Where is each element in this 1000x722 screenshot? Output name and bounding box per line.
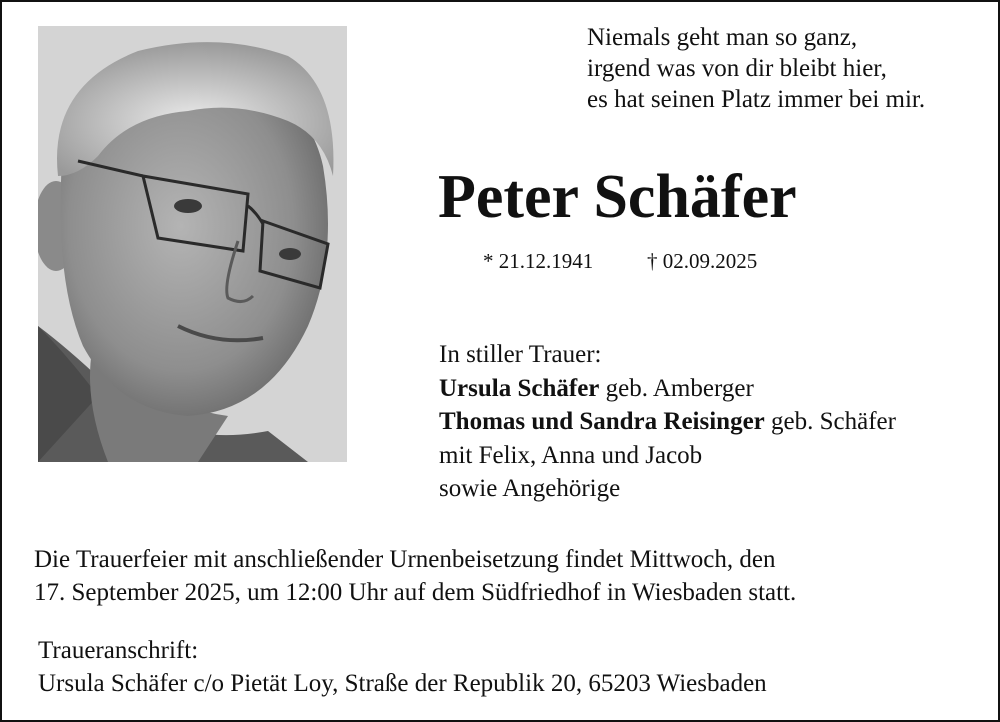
poem-line: es hat seinen Platz immer bei mir.	[587, 86, 926, 113]
poem-line: irgend was von dir bleibt hier,	[587, 55, 887, 82]
portrait-image	[38, 26, 347, 462]
poem-line: Niemals geht man so ganz,	[587, 24, 858, 51]
mourner-line: sowie Angehörige	[439, 475, 621, 502]
mourner-line	[439, 405, 896, 439]
mourners-intro: In stiller Trauer:	[439, 341, 602, 368]
mourner-line	[439, 372, 896, 406]
portrait-photo	[38, 26, 347, 462]
poem	[587, 22, 925, 115]
mourning-address	[38, 634, 767, 700]
birth-date: * 21.12.1941	[483, 249, 594, 273]
deceased-name: Peter Schäfer	[438, 163, 797, 231]
mourner-suffix: geb. Amberger	[599, 374, 754, 402]
address-label: Traueranschrift:	[38, 637, 199, 664]
mourner-line: mit Felix, Anna und Jacob	[439, 441, 703, 469]
ceremony-line: 17. September 2025, um 12:00 Uhr auf dem Südfriedhof in Wiesbaden statt.	[34, 579, 797, 606]
mourner-name: Thomas und Sandra Reisinger	[439, 408, 765, 435]
ceremony-notice	[34, 543, 796, 609]
ceremony-line: Die Trauerfeier mit anschließender Urnenbeisetzung findet Mittwoch, den	[34, 546, 776, 573]
mourners-block	[439, 338, 896, 506]
mourner-suffix: geb. Schäfer	[764, 408, 896, 435]
death-date: † 02.09.2025	[647, 249, 758, 273]
mourner-name: Ursula Schäfer	[439, 374, 600, 402]
address-line: Ursula Schäfer c/o Pietät Loy, Straße der Republik 20, 65203 Wiesbaden	[38, 670, 767, 697]
